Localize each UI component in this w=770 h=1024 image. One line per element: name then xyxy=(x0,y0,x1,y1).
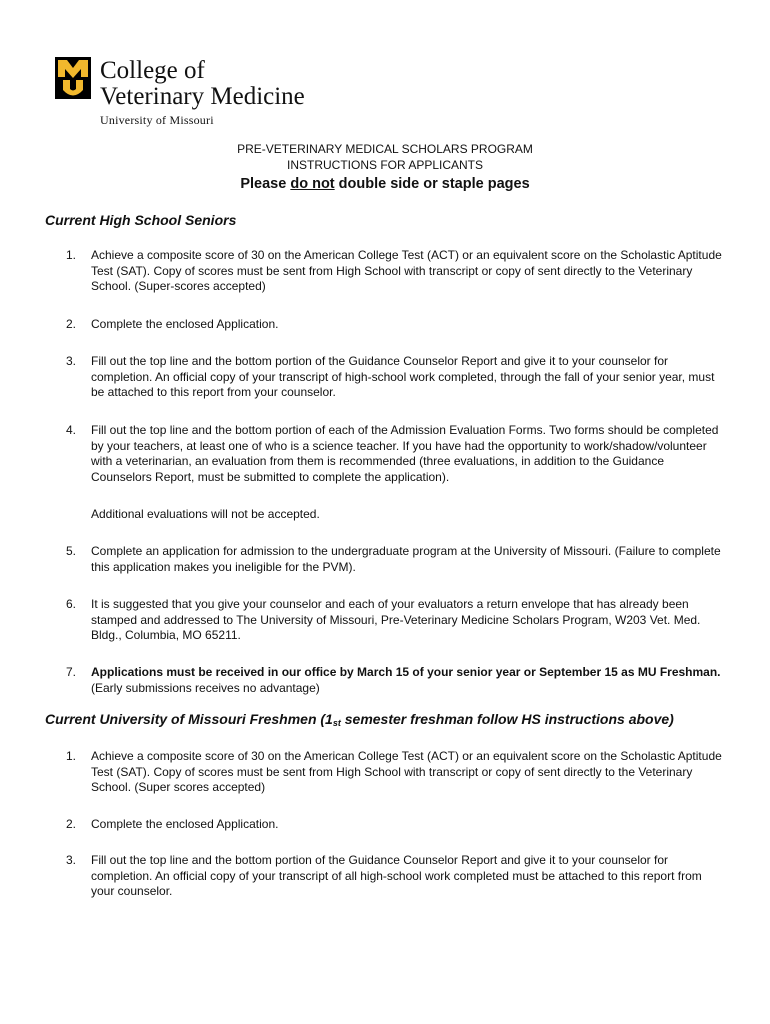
logo-college-text: College of xyxy=(100,57,205,84)
list-item: 2. Complete the enclosed Application. xyxy=(66,817,279,831)
logo-vetmed-text: Veterinary Medicine xyxy=(100,83,305,110)
list-item-deadline: 7. Applications must be received in our office by March 15 of your senior year or September 15 as MU Freshman. (Early submissions receives no advantage) xyxy=(66,665,721,695)
list-item: 5. Complete an application for admission to the undergraduate program at the University of Missouri. (Failure to complete this application makes you ineligible for the PVM). xyxy=(66,544,721,574)
additional-evaluations-note: Additional evaluations will not be accepted. xyxy=(91,507,320,521)
list-item: 1. Achieve a composite score of 30 on the American College Test (ACT) or an equivalent score on the Scholastic Aptitude Test (SAT). Copy of scores must be sent from High School with transcript or copy of sent directly to the Veterinary School. (Super-scores accepted) xyxy=(66,248,722,294)
list-item: 2. Complete the enclosed Application. xyxy=(66,317,279,331)
section-heading-mu-freshmen: Current University of Missouri Freshmen ($1_{st}$ semester freshman follow HS instructions above) xyxy=(45,711,674,728)
list-item: 1. Achieve a composite score of 30 on the American College Test (ACT) or an equivalent score on the Scholastic Aptitude Test (SAT). Copy of scores must be sent from High School with transcript or copy of sent directly to the Veterinary School. (Super scores accepted) xyxy=(66,749,722,795)
college-logo xyxy=(55,57,355,132)
list-item: 3. Fill out the top line and the bottom portion of the Guidance Counselor Report and give it to your counselor for completion. An official copy of your transcript of high-school work completed, through the fall of your senior year, must be attached to this report from your counselor. xyxy=(66,354,715,400)
logo-university-text: University of Missouri xyxy=(100,113,214,127)
staple-warning: Please do not double side or staple pages xyxy=(240,176,530,192)
warning-underlined: do not xyxy=(290,176,335,192)
list-item: 4. Fill out the top line and the bottom portion of each of the Admission Evaluation Forms. Two forms should be completed by your teachers, at least one of who is a science teacher. If you have had the opportunity to work/shadow/volunteer with a veterinarian, an evaluation from them is recommended (three evaluations, in addition to the Guidance Counselors Report, must be submitted to complete the application). xyxy=(66,423,719,485)
list-item: 6. It is suggested that you give your counselor and each of your evaluators a return envelope that has already been stamped and addressed to The University of Missouri, Pre-Veterinary Medicine Scholars Program, W203 Vet. Med. Bldg., Columbia, MO 65211. xyxy=(66,597,701,643)
section-heading-hs-seniors: Current High School Seniors xyxy=(45,212,237,228)
list-item: 3. Fill out the top line and the bottom portion of the Guidance Counselor Report and give it to your counselor for completion. An official copy of your transcript of all high-school work completed must be attached to this report from your counselor. xyxy=(66,853,702,899)
program-subtitle: INSTRUCTIONS FOR APPLICANTS xyxy=(286,158,484,172)
program-title: PRE-VETERINARY MEDICAL SCHOLARS PROGRAM xyxy=(237,142,533,156)
mu-logo-icon xyxy=(55,57,91,99)
